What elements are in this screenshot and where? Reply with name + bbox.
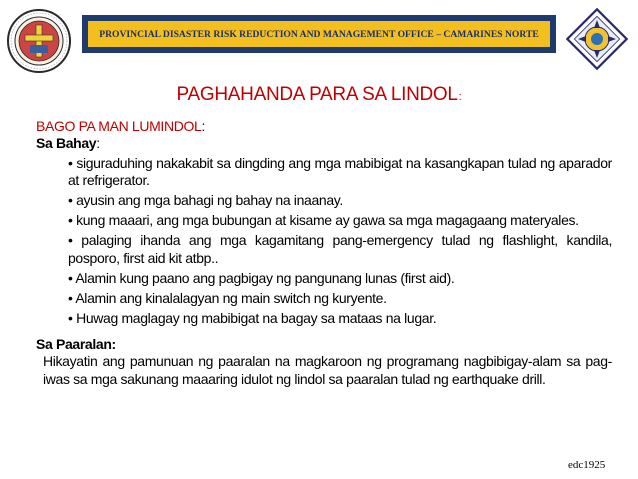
school-heading: Sa Paaralan:: [36, 336, 116, 353]
title-text: PAGHAHANDA PARA SA LINDOL: [176, 84, 458, 105]
footer-credit: edc1925: [568, 459, 606, 471]
before-label-text: BAGO PA MAN LUMINDOL: [36, 118, 202, 134]
home-bullet-list: [36, 155, 612, 327]
list-item: • siguraduhing nakakabit sa dingding ang mga mabibigat na kasangkapan tulad ng aparador at refrigerator.: [68, 154, 612, 189]
header-banner: [82, 15, 556, 53]
provincial-seal-icon: [6, 8, 72, 74]
list-item: • ayusin ang mga bahagi ng bahay na inaanay.: [68, 192, 343, 209]
home-heading-colon: :: [96, 135, 100, 152]
list-item: • Huwag maglagay ng mabibigat na bagay sa mataas na lugar.: [68, 309, 437, 326]
home-heading-text: Sa Bahay: [36, 135, 97, 152]
before-label-colon: :: [201, 118, 205, 134]
banner-title: PROVINCIAL DISASTER RISK REDUCTION AND MANAGEMENT OFFICE – CAMARINES NORTE: [99, 28, 539, 40]
list-item: • Alamin kung paano ang pagbigay ng pangunang lunas (first aid).: [68, 269, 455, 286]
home-heading: [36, 135, 612, 152]
page-title: [0, 84, 638, 106]
title-colon: :: [458, 91, 462, 103]
school-body: Hikayatin ang pamunuan ng paaralan na magkaroon ng programang nagbibigay-alam sa pag-iwas sa mga sakunang maaaring idulot ng lindol sa paaralan tulad ng earthquake drill.: [43, 353, 612, 387]
pdrrmo-emblem-icon: [564, 6, 630, 72]
before-section-label: [36, 118, 612, 135]
list-item: • kung maaari, ang mga bubungan at kisame ay gawa sa mga magagaang materyales.: [68, 212, 579, 229]
list-item: • palaging ihanda ang mga kagamitang pang-emergency tulad ng flashlight, kandila, posporo, first aid kit atbp..: [68, 232, 612, 266]
list-item: • Alamin ang kinalalagyan ng main switch ng kuryente.: [68, 289, 387, 306]
main-content: [36, 118, 612, 388]
